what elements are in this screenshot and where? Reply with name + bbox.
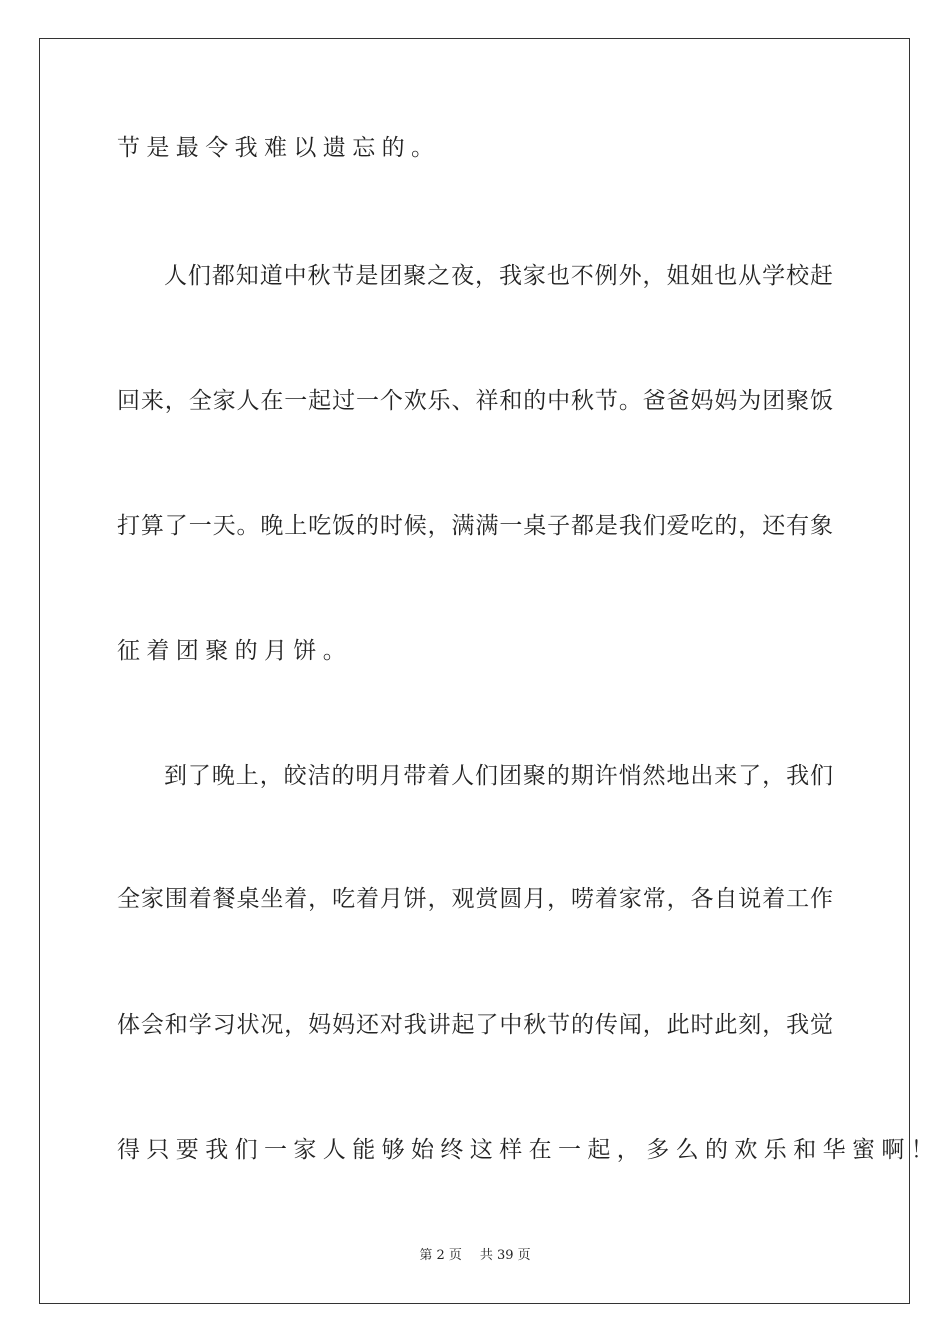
paragraph-line: 得只要我们一家人能够始终这样在一起，多么的欢乐和华蜜啊！ <box>117 1137 941 1163</box>
page-number-total: 共 39 页 <box>479 1248 531 1263</box>
paragraph-line: 人们都知道中秋节是团聚之夜，我家也不例外，姐姐也从学校赶 <box>164 263 833 289</box>
paragraph-line: 征着团聚的月饼。 <box>117 638 353 664</box>
paragraph-line: 到了晚上，皎洁的明月带着人们团聚的期许悄然地出来了，我们 <box>164 763 833 789</box>
page-border <box>39 38 941 1304</box>
paragraph-line: 节是最令我难以遗忘的。 <box>117 135 441 161</box>
paragraph-line: 全家围着餐桌坐着，吃着月饼，观赏圆月，唠着家常，各自说着工作 <box>117 886 833 912</box>
page-footer <box>0 1247 950 1265</box>
paragraph-line: 回来，全家人在一起过一个欢乐、祥和的中秋节。爸爸妈妈为团聚饭 <box>117 388 833 414</box>
page-number-current: 第 2 页 <box>419 1248 462 1263</box>
paragraph-line: 体会和学习状况，妈妈还对我讲起了中秋节的传闻，此时此刻，我觉 <box>117 1012 833 1038</box>
paragraph-line: 打算了一天。晚上吃饭的时候，满满一桌子都是我们爱吃的，还有象 <box>117 513 833 539</box>
